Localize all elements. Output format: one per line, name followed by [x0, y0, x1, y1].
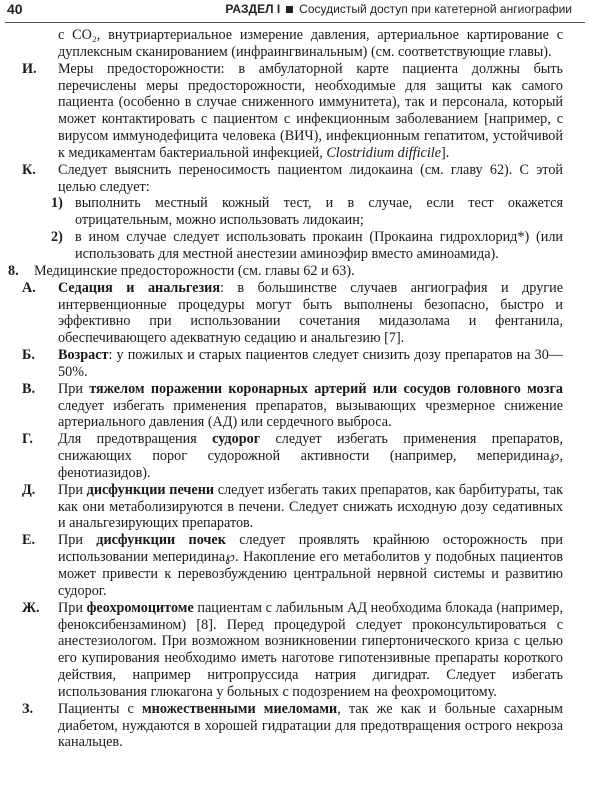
item-label: Б. — [22, 347, 35, 364]
continuation-paragraph: с CO₂, внутриартериальное измерение давления, артериальное картирование с дуплексным сканированием (инфраингвинальным) (см. соответствующие главы). — [58, 27, 563, 60]
item-a: А. Седация и анальгезия: в большинстве случаев ангиография и другие интервенционные процедуры могут быть выполнены безопасно, быстро и эффективно при использовании сочетания мидазолама и фентанила, обеспечивающего адекватную седацию и анальгезию [7]. — [22, 279, 563, 347]
item-k-2: 2) в ином случае следует использовать прокаин (Прокаина гидрохлорид*) (или использовать для местной анестезии аминоэфир вместо аминоамида). — [51, 229, 563, 262]
item-i: И. Меры предосторожности: в амбулаторной карте пациента должны быть перечислены меры предосторожности, необходимые для защиты как самого пациента (особенно в случае сниженного иммунитета), так и персонала, который может контактировать с пациентом с инфекционным заболеванием [например, с вирусом иммунодефицита человека (ВИЧ), инфекционным гепатитом, устойчивой к медикаментам бактериальной инфекцией, Clostridium difficile]. — [22, 60, 563, 161]
section-label: РАЗДЕЛ I — [225, 2, 281, 16]
item-k: К. Следует выяснить переносимость пациентом лидокаина (см. главу 62). С этой целью следует: — [22, 161, 563, 195]
page-number: 40 — [7, 1, 23, 17]
item-d: Д. При дисфункции печени следует избегать таких препаратов, как барбитураты, так как они метаболизируются в печени. Следует снижать исходную дозу седативных и анальгезирующих препаратов. — [22, 481, 564, 532]
item-label: Е. — [22, 532, 36, 549]
item-label: Д. — [22, 481, 36, 498]
square-bullet-icon — [286, 6, 293, 13]
item-b: Б. Возраст: у пожилых и старых пациентов следует снизить дозу препаратов на 30—50%. — [22, 347, 563, 380]
item-label: Г. — [22, 431, 33, 448]
item-z: З. Пациенты с множественными миеломами, так же как и больные сахарным диабетом, нуждаются в хорошей гидратации для предотвращения острого некроза канальцев. — [22, 700, 564, 751]
item-k-1: 1) выполнить местный кожный тест, и в случае, если тест окажется отрицательным, можно использовать лидокаин; — [51, 195, 563, 229]
header-rule — [5, 22, 585, 23]
item-8: 8. Медицинские предосторожности (см. главы 62 и 63). — [8, 262, 355, 279]
item-label: К. — [22, 161, 36, 178]
page-body — [0, 27, 590, 751]
item-label: А. — [22, 279, 36, 296]
item-label: З. — [22, 700, 34, 717]
item-label: 1) — [51, 195, 63, 212]
item-label: 2) — [51, 229, 63, 246]
chapter-title: Сосудистый доступ при катетерной ангиографии — [299, 2, 572, 16]
item-v: В. При тяжелом поражении коронарных артерий или сосудов головного мозга следует избегать применения препаратов, вызывающих чрезмерное снижение артериального давления (АД) или сердечного выброса. — [22, 380, 563, 431]
item-e: Е. При дисфункции почек следует проявлять крайнюю осторожность при использовании меперидина℘. Накопление его метаболитов у подобных пациентов может привести к перевозбуждению центральной нервной системы и развитию судорог. — [22, 532, 563, 599]
item-label: И. — [22, 60, 37, 77]
item-label: В. — [22, 380, 36, 397]
item-label: Ж. — [22, 599, 40, 616]
item-label: 8. — [8, 262, 19, 279]
item-g: Г. Для предотвращения судорог следует избегать применения препаратов, снижающих порог судорожной активности (например, меперидина℘, фенотиазидов). — [22, 431, 563, 481]
page-header — [0, 0, 590, 24]
item-zh: Ж. При феохромоцитоме пациентам с лабильным АД необходима блокада (например, феноксибензамином) [8]. Перед процедурой следует проконсультироваться с анестезиологом. При возможном возникновении гипертонического криза с целью его купирования необходимо иметь наготове гипотензивные препараты короткого действия, например нитропруссида натрия дигидрат. Следует избегать использования глюкагона у больных с подозрением на феохромоцитому. — [22, 599, 564, 700]
running-head — [225, 2, 572, 16]
